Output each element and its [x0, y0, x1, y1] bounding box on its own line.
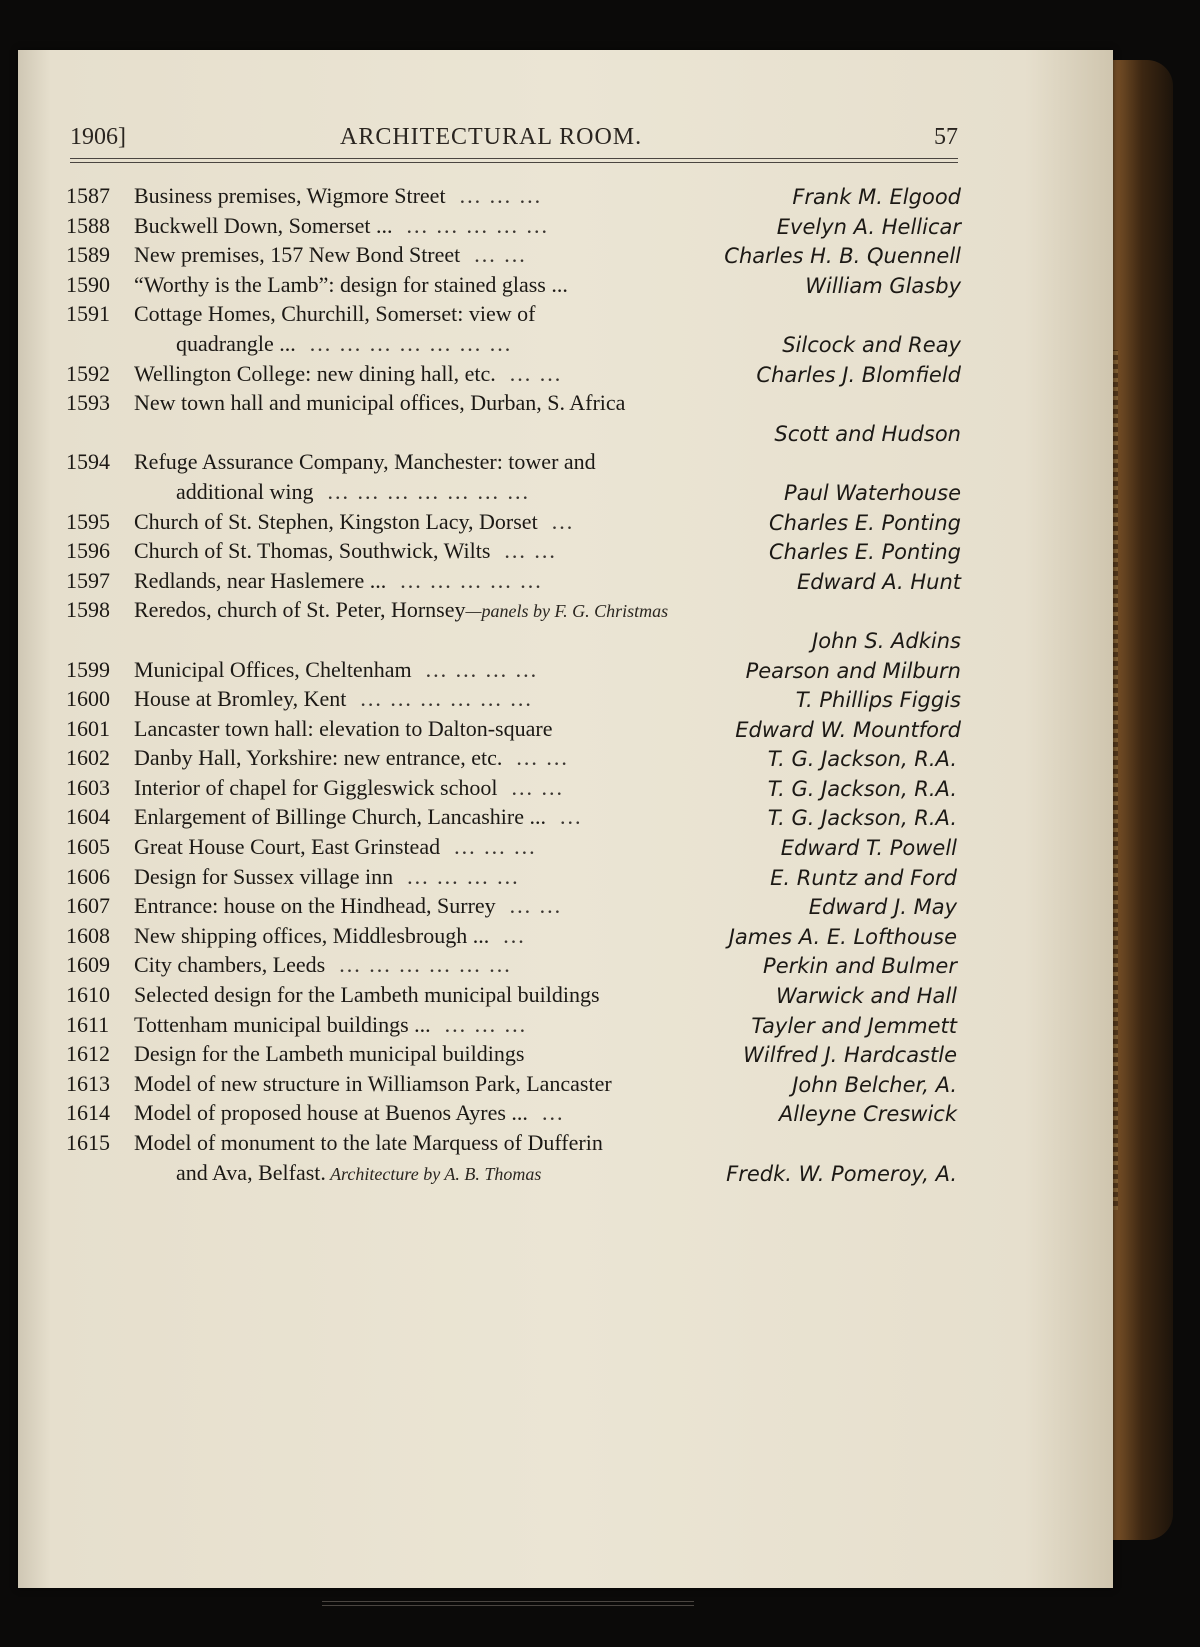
leader-dots: ... [541, 1100, 565, 1126]
page-number: 57 [934, 124, 958, 150]
entry-author: Scott and Hudson [774, 421, 961, 446]
entry-description [134, 716, 552, 742]
entry-number: 1602 [66, 745, 110, 771]
entry-title: Church of St. Stephen, Kingston Lacy, Dorset [134, 508, 538, 534]
header-title: ARCHITECTURAL ROOM. [340, 124, 643, 150]
catalogue-entry [66, 893, 961, 923]
entry-description [134, 657, 538, 683]
entry-author: T. G. Jackson, R.A. [767, 806, 957, 831]
leader-dots: ... ... [511, 774, 564, 800]
catalogue-entry [66, 804, 961, 834]
entry-number: 1591 [66, 301, 110, 327]
entry-author: Charles H. B. Quennell [724, 244, 961, 269]
catalogue-entry [66, 1012, 961, 1042]
catalogue-entry [66, 272, 961, 302]
entry-description [134, 923, 526, 949]
entry-description [134, 1130, 603, 1156]
end-rule-top [322, 1601, 694, 1602]
entry-number: 1604 [66, 804, 110, 830]
entry-number: 1614 [66, 1100, 110, 1126]
entry-title: Tottenham municipal buildings ... [134, 1011, 431, 1037]
catalogue-entry [66, 716, 961, 746]
entry-author: Perkin and Bulmer [763, 954, 957, 979]
entry-author: T. Phillips Figgis [795, 688, 961, 713]
entry-author: John Belcher, A. [792, 1072, 957, 1097]
entry-description [134, 893, 562, 919]
leader-dots: ... ... ... ... [407, 863, 520, 889]
entry-description [134, 568, 543, 594]
leader-dots: ... ... [474, 242, 527, 268]
entry-description [134, 775, 564, 801]
catalogue-entry [66, 745, 961, 775]
leader-dots: ... ... [509, 360, 563, 386]
entry-author: Paul Waterhouse [784, 480, 961, 505]
entry-description [134, 1071, 612, 1097]
catalogue-entry [66, 479, 961, 509]
entry-description [134, 745, 569, 771]
entry-description [134, 952, 512, 978]
entry-description [176, 331, 512, 357]
header-year: 1906] [70, 124, 126, 150]
entry-title: quadrangle ... [176, 330, 296, 356]
entry-title: Design for the Lambeth municipal buildings [134, 1041, 525, 1067]
entry-description [134, 834, 537, 860]
entry-description [134, 390, 625, 416]
entry-description [134, 449, 596, 475]
leader-dots: ... ... ... ... ... ... [360, 686, 533, 712]
entry-title: Entrance: house on the Hindhead, Surrey [134, 893, 496, 919]
entry-description [134, 272, 568, 298]
entry-number: 1597 [66, 567, 110, 593]
entry-description [134, 1041, 524, 1067]
catalogue-entry [66, 1160, 961, 1190]
entry-author: Silcock and Reay [782, 332, 961, 357]
catalogue-entry [66, 301, 961, 331]
catalogue-entry [66, 627, 961, 657]
leader-dots: ... [503, 922, 526, 948]
leader-dots: ... [559, 804, 583, 830]
catalogue-entry [66, 834, 961, 864]
entry-note: —panels by F. G. Christmas [465, 601, 669, 622]
entry-title: Great House Court, East Grinstead [134, 834, 441, 860]
entry-title: Design for Sussex village inn [134, 863, 394, 889]
entry-author: Edward A. Hunt [796, 569, 961, 594]
leader-dots: ... [551, 508, 575, 534]
catalogue-entry [66, 597, 961, 627]
catalogue-entry [66, 420, 961, 450]
entry-description [134, 301, 535, 327]
entry-title: Business premises, Wigmore Street [134, 183, 446, 208]
entry-description [134, 183, 542, 209]
entry-number: 1594 [66, 449, 110, 475]
entry-title: Model of new structure in Williamson Park, Lancaster [134, 1070, 612, 1096]
entry-author: Pearson and Milburn [745, 658, 961, 683]
leader-dots: ... ... ... ... ... ... ... [309, 330, 513, 356]
entry-number: 1608 [66, 922, 110, 948]
catalogue-entry [66, 1130, 961, 1160]
entry-author: Edward T. Powell [780, 836, 957, 861]
entry-title: and Ava, Belfast. [176, 1159, 326, 1185]
entry-author: Edward J. May [808, 895, 957, 920]
catalogue-entry [66, 509, 961, 539]
entry-title: New shipping offices, Middlesbrough ... [134, 922, 490, 948]
entry-description [134, 982, 600, 1008]
entry-description [134, 1100, 564, 1126]
entry-description [134, 538, 557, 564]
entry-number: 1598 [66, 597, 110, 623]
entry-number: 1603 [66, 774, 110, 800]
entry-title: Lancaster town hall: elevation to Dalton-square [134, 715, 553, 741]
entry-title: Church of St. Thomas, Southwick, Wilts [134, 538, 491, 564]
entry-number: 1595 [66, 508, 110, 534]
entry-description [134, 1012, 527, 1038]
entry-number: 1606 [66, 863, 110, 889]
catalogue-entry [66, 242, 961, 272]
entry-number: 1587 [66, 183, 110, 208]
entry-title: “Worthy is the Lamb”: design for stained glass ... [134, 271, 568, 297]
catalogue-entry [66, 183, 961, 213]
entry-title: Refuge Assurance Company, Manchester: tower and [134, 449, 596, 475]
catalogue-entry [66, 982, 961, 1012]
entry-author: Frank M. Elgood [792, 185, 961, 209]
catalogue-entry [66, 568, 961, 598]
entry-description [134, 361, 562, 387]
entry-description [176, 1160, 541, 1186]
entry-number: 1592 [66, 360, 110, 386]
catalogue-entry [66, 864, 961, 894]
entry-number: 1596 [66, 538, 110, 564]
entry-description [134, 804, 582, 830]
entry-author: Charles E. Ponting [769, 510, 961, 535]
entry-number: 1589 [66, 242, 110, 268]
entry-title: New town hall and municipal offices, Durban, S. Africa [134, 390, 626, 416]
catalogue-entries [66, 183, 961, 1189]
entry-title: Reredos, church of St. Peter, Hornsey [134, 597, 466, 623]
leader-dots: ... ... ... ... ... [406, 212, 549, 238]
leader-dots: ... ... ... [454, 834, 537, 860]
entry-number: 1613 [66, 1070, 110, 1096]
entry-title: House at Bromley, Kent [134, 686, 347, 712]
entry-number: 1593 [66, 390, 110, 416]
catalogue-entry [66, 538, 961, 568]
catalogue-entry [66, 1071, 961, 1101]
entry-title: Model of monument to the late Marquess of Dufferin [134, 1130, 603, 1155]
entry-title: Cottage Homes, Churchill, Somerset: view of [134, 301, 536, 327]
catalogue-entry [66, 331, 961, 361]
entry-author: Wilfred J. Hardcastle [743, 1043, 957, 1068]
entry-title: New premises, 157 New Bond Street [134, 242, 461, 268]
catalogue-entry [66, 1041, 961, 1071]
leader-dots: ... ... [516, 745, 569, 771]
entry-number: 1612 [66, 1041, 110, 1067]
entry-number: 1615 [66, 1130, 110, 1155]
entry-title: Municipal Offices, Cheltenham [134, 656, 412, 682]
header-rule-top [70, 158, 958, 159]
catalogue-entry [66, 390, 961, 420]
entry-author: T. G. Jackson, R.A. [767, 747, 957, 772]
entry-title: Selected design for the Lambeth municipal buildings [134, 982, 600, 1008]
entry-author: Alleyne Creswick [778, 1102, 957, 1127]
catalogue-entry [66, 449, 961, 479]
entry-description [134, 864, 520, 890]
entry-author: James A. E. Lofthouse [728, 924, 957, 949]
entry-title: Wellington College: new dining hall, etc. [134, 360, 496, 386]
entry-author: Charles J. Blomfield [756, 362, 961, 387]
entry-author: William Glasby [805, 273, 961, 298]
end-rule-bottom [322, 1605, 694, 1606]
entry-description [134, 213, 549, 239]
entry-author: John S. Adkins [812, 628, 961, 653]
entry-title: Redlands, near Haslemere ... [134, 567, 387, 593]
entry-title: Interior of chapel for Giggleswick school [134, 774, 498, 800]
catalogue-entry [66, 686, 961, 716]
catalogue-entry [66, 1100, 961, 1130]
entry-number: 1605 [66, 834, 110, 860]
entry-author: E. Runtz and Ford [770, 865, 957, 890]
entry-title: Buckwell Down, Somerset ... [134, 212, 393, 238]
entry-number: 1609 [66, 952, 110, 978]
catalogue-entry [66, 213, 961, 243]
entry-title: Danby Hall, Yorkshire: new entrance, etc. [134, 745, 503, 771]
entry-title: Model of proposed house at Buenos Ayres ... [134, 1100, 528, 1126]
entry-description [134, 597, 668, 623]
catalogue-entry [66, 775, 961, 805]
entry-description [176, 479, 530, 505]
leader-dots: ... ... ... ... ... ... ... [327, 478, 530, 504]
entry-number: 1611 [66, 1011, 110, 1037]
entry-author: Charles E. Ponting [769, 540, 961, 565]
running-header [70, 124, 958, 158]
leader-dots: ... ... [509, 893, 563, 919]
leader-dots: ... ... ... ... ... [400, 567, 543, 593]
entry-number: 1607 [66, 893, 110, 919]
catalogue-entry [66, 952, 961, 982]
entry-note: Architecture by A. B. Thomas [325, 1163, 542, 1184]
leader-dots: ... ... ... [459, 183, 543, 208]
entry-number: 1590 [66, 271, 110, 297]
entry-description [134, 242, 527, 268]
entry-number: 1600 [66, 686, 110, 712]
catalogue-entry [66, 923, 961, 953]
header-rule-bottom [70, 162, 958, 163]
entry-title: Enlargement of Billinge Church, Lancashire ... [134, 804, 546, 830]
entry-number: 1601 [66, 715, 110, 741]
leader-dots: ... ... ... [444, 1011, 528, 1037]
entry-author: Edward W. Mountford [735, 717, 961, 742]
entry-title: additional wing [176, 478, 314, 504]
entry-number: 1599 [66, 656, 110, 682]
catalogue-entry [66, 361, 961, 391]
leader-dots: ... ... [504, 538, 557, 564]
leader-dots: ... ... ... ... [425, 656, 539, 682]
entry-author: T. G. Jackson, R.A. [767, 776, 957, 801]
entry-author: Evelyn A. Hellicar [776, 214, 961, 239]
entry-author: Fredk. W. Pomeroy, A. [726, 1161, 957, 1186]
entry-author: Warwick and Hall [775, 984, 957, 1009]
entry-description [134, 509, 574, 535]
catalogue-entry [66, 657, 961, 687]
entry-number: 1588 [66, 212, 110, 238]
entry-number: 1610 [66, 982, 110, 1008]
leader-dots: ... ... ... ... ... ... [339, 952, 512, 978]
entry-description [134, 686, 533, 712]
entry-author: Tayler and Jemmett [751, 1013, 957, 1038]
entry-title: City chambers, Leeds [134, 952, 326, 978]
